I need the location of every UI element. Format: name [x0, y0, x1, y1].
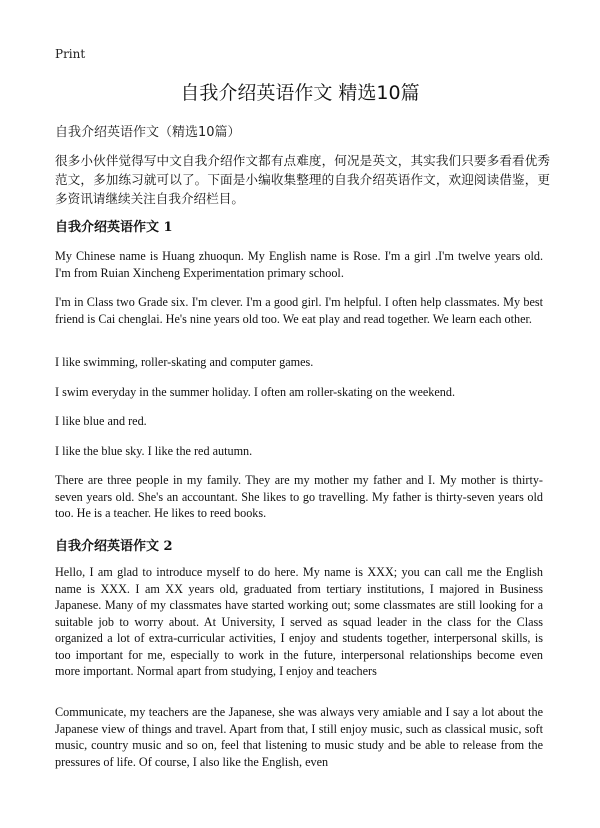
print-link[interactable]: Print [55, 47, 86, 61]
page-title: 自我介绍英语作文 精选10篇 [180, 82, 420, 104]
section-2-heading: 自我介绍英语作文 2 [55, 539, 173, 554]
section-1-heading: 自我介绍英语作文 1 [55, 220, 173, 235]
section-2-paragraph-2: Communicate, my teachers are the Japanese, she was always very amiable and I say a lot about the Japanese view of things and travel. Apart from that, I still enjoy music, such as classical music, soft music, country music and so on, feel that listening to music study and be able to release from the pressures of life. Of course, I also like the English, even [55, 705, 543, 769]
section-1-paragraph-5: I like blue and red. [55, 414, 147, 428]
section-1-paragraph-6: I like the blue sky. I like the red autumn. [55, 444, 253, 458]
section-1-paragraph-4: I swim everyday in the summer holiday. I often am roller-skating on the weekend. [55, 385, 456, 399]
section-1-paragraph-1: My Chinese name is Huang zhuoqun. My English name is Rose. I'm a girl .I'm twelve years old. I'm from Ruian Xincheng Experimentation primary school. [55, 249, 543, 280]
section-2-paragraph-1: Hello, I am glad to introduce myself to do here. My name is XXX; you can call me the English name is XXX. I am XX years old, graduated from tertiary institutions, I majored in Business Japanese. Many of my classmates have started working out; some classmates are still looking for a suitable job to worry about. At University, I served as squad leader in the class for the Class organized a lot of extra-curricular activities, I enjoy and students together, interpersonal skills, is too important for me, especially to work in the future, interpersonal relationships become even more important. Normal apart from studying, I enjoy and teachers [55, 565, 543, 678]
section-1-paragraph-2: I'm in Class two Grade six. I'm clever. I'm a good girl. I'm helpful. I often help classmates. My best friend is Cai chenglai. He's nine years old too. We eat play and read together. We learn each other. [55, 295, 543, 326]
document-subtitle: 自我介绍英语作文（精选10篇） [55, 125, 241, 140]
intro-paragraph: 很多小伙伴觉得写中文自我介绍作文都有点难度，何况是英文，其实我们只要多看看优秀范文，多加练习就可以了。下面是小编收集整理的自我介绍英语作文，欢迎阅读借鉴，更多资讯请继续关注自我介绍栏目。 [55, 153, 550, 206]
section-1-paragraph-3: I like swimming, roller-skating and computer games. [55, 355, 314, 369]
section-1-paragraph-7: There are three people in my family. They are my mother my father and I. My mother is thirty-seven years old. She's an accountant. She likes to go travelling. My father is thirty-seven years old too. He is a teacher. He likes to reed books. [55, 473, 543, 520]
